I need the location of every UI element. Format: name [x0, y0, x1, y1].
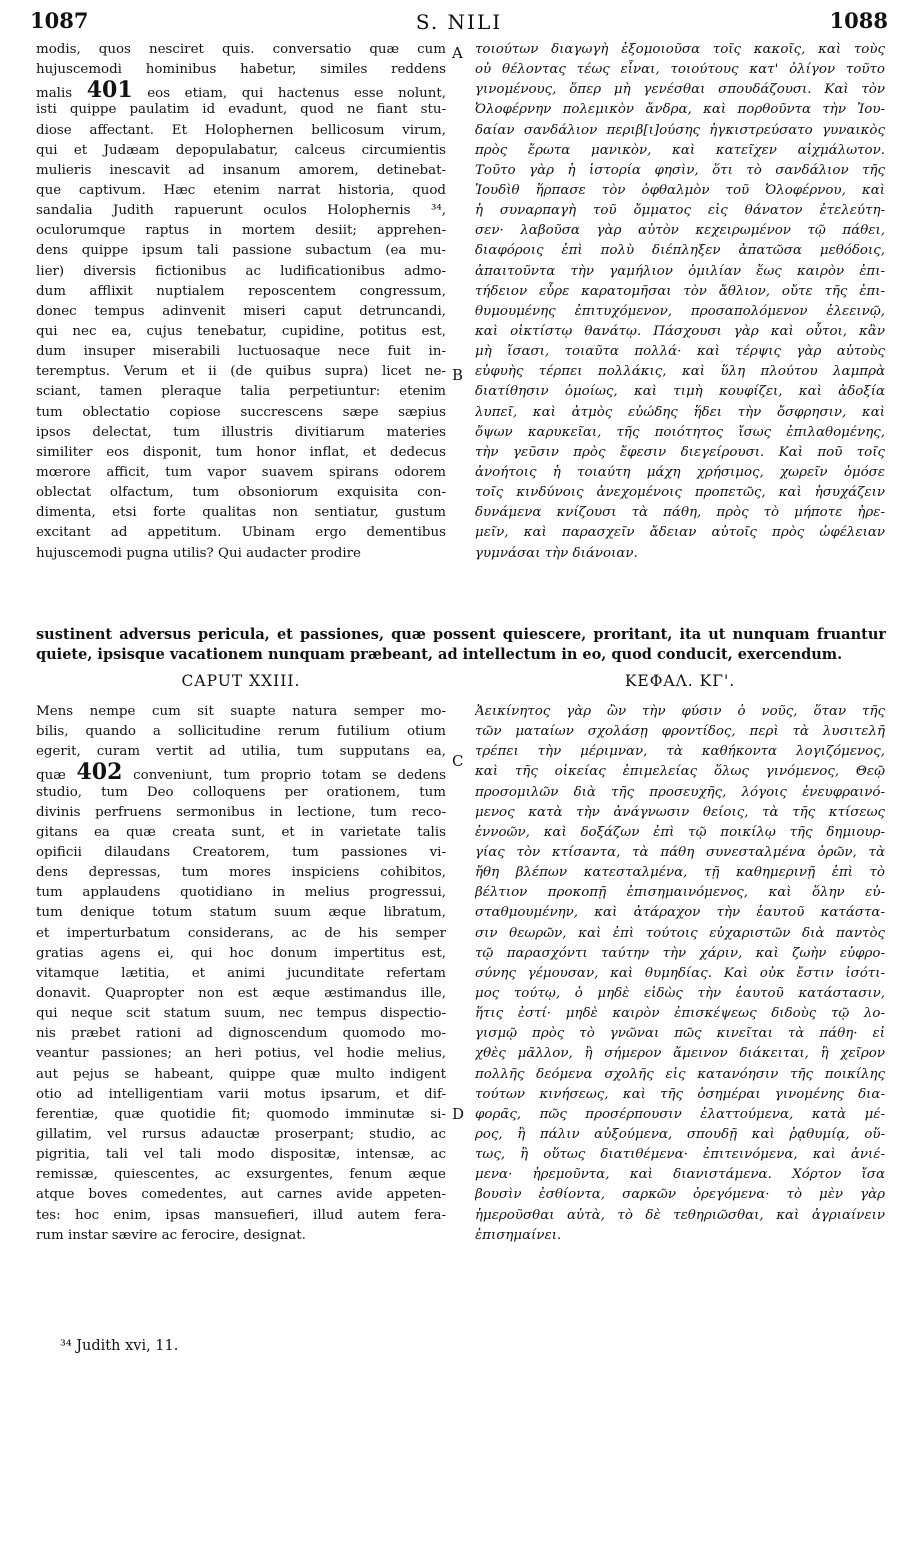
text-line: mœrore afficit, tum vapor suavem spirans odorem [36, 464, 446, 480]
text-line: φορᾶς, πῶς προσέρπουσιν ἐλαττούμενα, κατὰ μέ- [475, 1106, 885, 1122]
text-line: ἥτις ἐστί· μηδὲ καιρὸν ἐπισκέψεως διδοὺς τῷ λο- [475, 1006, 885, 1022]
text-line: studio, tum Deo colloquens per orationem, tum [36, 784, 446, 800]
text-line: θυμουμένης ἐπιτυχόμενον, προσαπολόμενον ἐλεεινῷ, [475, 303, 885, 319]
margin-letter-c: C [452, 752, 464, 770]
text-line: sustinent adversus pericula, et passiones, quæ possent quiescere, proritant, ita ut nunquam fruantur [36, 626, 886, 643]
chapter-heading-latin: CAPUT XXIII. [181, 672, 301, 690]
text-line: teremptus. Verum et ii (de quibus supra) licet ne- [36, 364, 446, 380]
text-line: βουσὶν ἐσθίοντα, σαρκῶν ὀρεγόμενα· τὸ μὲν γὰρ [475, 1187, 885, 1203]
greek-column-top [475, 40, 885, 564]
text-line: sandalia Judith rapuerunt oculos Holophernis ³⁴, [36, 203, 446, 219]
text-line: gillatim, vel rursus adauctæ proserpant; studio, ac [36, 1126, 446, 1142]
text-line: gratias agens ei, qui hoc donum impertitus est, [36, 945, 446, 961]
text-line: gitans ea quæ creata sunt, et in varietate talis [36, 824, 446, 840]
text-line: πρὸς ἔρωτα μανικὸν, καὶ κατεῖχεν αἰχμάλωτον. [475, 142, 885, 158]
column-reference-number: 401 [86, 80, 133, 101]
column-reference-number: 402 [76, 762, 123, 783]
text-line: otio ad intelligentiam varii motus ipsarum, et dif- [36, 1086, 446, 1102]
text-line: ἡμεροῦσθαι αὐτὰ, τὸ δὲ τεθηριῶσθαι, καὶ ἀγριαίνειν [475, 1207, 885, 1223]
margin-letter-d: D [452, 1105, 465, 1123]
text-line: vitamque lætitia, et animi jucunditate refertam [36, 965, 446, 981]
text-line: excitant ad appetitum. Ubinam ergo dementibus [36, 525, 446, 541]
text-line: σιν θεωρῶν, καὶ ἐπὶ τούτοις εὐχαριστῶν διὰ παντὸς [475, 925, 885, 941]
text-line: γυμνάσαι τὴν διάνοιαν. [475, 545, 638, 561]
text-line: Ὀλοφέρνην πολεμικὸν ἄνδρα, καὶ πορθοῦντα τὴν Ἰου- [475, 102, 885, 118]
text-line: τοῖς κινδύνοις ἀνεχομένοις προπετῶς, καὶ ἡσυχάζειν [475, 485, 885, 501]
text-line: τρέπει τὴν μέριμναν, τὰ καθήκοντα λογιζόμενος, [475, 744, 885, 760]
text-line: τήδειον εὗρε καρατομῆσαι τὸν ἄθλιον, οὔτε τῆς ἐπι- [475, 283, 885, 299]
text-line: ἀπαιτοῦντα τὴν γαμήλιον ὁμιλίαν ἕως καιρὸν ἐπι- [475, 263, 885, 279]
text-line: δαίαν σανδάλιον περιβ[ι]ούσης ἠγκιστρεύσατο γυναικὸς [475, 122, 885, 138]
page-number-right: 1088 [829, 8, 888, 33]
text-line: isti quippe paulatim id evadunt, quod ne fiant stu- [36, 102, 446, 118]
text-line: γινομένους, ὅπερ μὴ γενέσθαι σπουδάζουσι. Καὶ τὸν [475, 82, 885, 98]
latin-column-bottom [36, 702, 446, 1246]
text-line: dum afflixit nuptialem reposcentem congressum, [36, 283, 446, 299]
margin-letter-a: A [452, 44, 463, 62]
text-line: δυνάμενα κνίζουσι τὰ πάθη, πρὸς τὸ μήποτε ἠρε- [475, 505, 885, 521]
chapter-heading-greek: ΚΕΦΑΛ. ΚΓ'. [624, 672, 736, 690]
text-line: οὐ θέλοντας τέως εἶναι, τοιούτους κατ' ὀλίγον τοῦτο [475, 62, 885, 78]
text-line: εὐφυὴς τέρπει πολλάκις, καὶ ὕλη πλούτου λαμπρὰ [475, 364, 885, 380]
text-line: Ἰουδὶθ ἥρπασε τὸν ὀφθαλμὸν τοῦ Ὀλοφέρνου, καὶ [475, 182, 885, 198]
text-line: σεν· λαβοῦσα γὰρ αὐτὸν κεχειρωμένον τῷ πάθει, [475, 223, 885, 239]
text-line: tum oblectatio copiose succrescens sæpe sæpius [36, 404, 446, 420]
footnote: ³⁴ Judith xvi, 11. [60, 1338, 179, 1354]
text-line: donec tempus adinvenit miseri caput detruncandi, [36, 303, 446, 319]
text-line: Mens nempe cum sit suapte natura semper mo- [36, 704, 446, 719]
text-line: ὄψων καρυκεῖαι, τῆς ποιότητος ἴσως ἐπιλαθομένης, [475, 424, 885, 440]
text-line: atque boves comedentes, aut carnes avide appeten- [36, 1187, 446, 1203]
text-line: καὶ οἰκτίστῳ θανάτῳ. Πάσχουσι γὰρ καὶ οὗτοι, κἂν [475, 323, 885, 339]
text-line: quiete, ipsisque vacationem nunquam præbeant, ad intellectum in eo, quod conducit, exercendum. [36, 646, 843, 664]
text-line: modis, quos nesciret quis. conversatio quæ cum [36, 42, 446, 57]
text-line: diose affectant. Et Holophernen bellicosum virum, [36, 122, 446, 138]
page-header [30, 8, 888, 40]
text-line: μεῖν, καὶ παρασχεῖν ἄδειαν αὐτοῖς πρὸς ὠφέλειαν [475, 525, 885, 541]
text-line: σταθμουμένην, καὶ ἀτάραχον τὴν ἑαυτοῦ κατάστα- [475, 905, 885, 921]
text-line: ἤθη βλέπων κατεσταλμένα, τῇ καθημερινῇ ἐπὶ τὸ [475, 865, 885, 881]
text-line: λυπεῖ, καὶ ἀτμὸς εὐώδης ἥδει τὴν ὄσφρησιν, καὶ [475, 404, 885, 420]
text-line: tum denique totum statum suum æque libratum, [36, 905, 446, 921]
text-line: dimenta, etsi forte qualitas non sentiatur, gustum [36, 505, 446, 521]
text-line: qui nec ea, cujus tenebatur, cupidine, potitus est, [36, 323, 446, 339]
text-line: oculorumque raptus in mortem desiit; apprehen- [36, 223, 446, 239]
text-line: et imperturbatum considerans, ac de his semper [36, 925, 446, 941]
full-width-text [36, 624, 886, 664]
text-line: veantur passiones; an heri potius, vel hodie melius, [36, 1046, 446, 1062]
text-line: τως, ἢ οὕτως διατιθέμενα· ἐπιτεινόμενα, καὶ ἀνιέ- [475, 1147, 885, 1163]
text-line: sciant, tamen pleraque talia perpetiuntur: etenim [36, 384, 446, 400]
text-line: προσομιλῶν διὰ τῆς προσευχῆς, λόγοις ἐνευφραινό- [475, 784, 885, 800]
text-line: quæ 402 conveniunt, tum proprio totam se dedens [36, 762, 446, 783]
text-line: mulieris inescavit ad insanum amorem, detinebat- [36, 162, 446, 178]
text-line: ipsos delectat, tum illustris divitiarum materies [36, 424, 446, 440]
text-line: καὶ τῆς οἰκείας ἐπιμελείας ὅλως γινόμενος, Θεῷ [475, 764, 885, 780]
text-line: βέλτιον προκοπῇ ἐπισημαινόμενος, καὶ ὅλην εὐ- [475, 885, 885, 901]
text-line: dens depressas, tum mores inspiciens cohibitos, [36, 865, 446, 881]
text-line: hujuscemodi pugna utilis? Qui audacter prodire [36, 545, 361, 561]
text-line: aut pejus se habeant, quippe quæ multo indigent [36, 1066, 446, 1082]
text-line: tum applaudens quotidiano in melius progressui, [36, 885, 446, 901]
text-line: bilis, quando a sollicitudine rerum futilium otium [36, 724, 446, 740]
text-line: rum instar sævire ac ferocire, designat. [36, 1227, 306, 1243]
text-line: Τοῦτο γὰρ ἡ ἱστορία φησὶν, ὅτι τὸ σανδάλιον τῆς [475, 162, 885, 178]
margin-letter-b: B [452, 366, 464, 384]
text-line: ἡ συναρπαγὴ τοῦ ὄμματος εἰς θάνατον ἐτελεύτη- [475, 203, 885, 219]
text-line: pigritia, tali vel tali modo dispositæ, intensæ, ac [36, 1147, 446, 1163]
text-line: divinis perfruens sermonibus in lectione, tum reco- [36, 804, 446, 820]
text-line: egerit, curam vertit ad utilia, tum supputans ea, [36, 744, 446, 760]
text-line: μὴ ἴσασι, τοιαῦτα πολλά· καὶ τέρψις γὰρ αὐτοὺς [475, 344, 885, 360]
text-line: διαφόροις ἐπὶ πολὺ διέπληξεν ἀπατῶσα μεθόδοις, [475, 243, 885, 259]
text-line: remissæ, quiescentes, ac exsurgentes, fenum æque [36, 1167, 446, 1183]
text-line: τῷ παρασχόντι ταύτην τὴν χάριν, καὶ ζωὴν εὐφρο- [475, 945, 885, 961]
text-line: μενος κατὰ τὴν ἀνάγνωσιν θείοις, τὰ τῆς κτίσεως [475, 804, 885, 820]
text-line: malis 401 eos etiam, qui hactenus esse nolunt, [36, 80, 446, 101]
text-line: similiter eos disponit, tum honor inflat, et dedecus [36, 444, 446, 460]
running-title: S. NILI [415, 10, 503, 34]
text-line: dens quippe ipsum tali passione subactum (ea mu- [36, 243, 446, 259]
text-line: ἀνοήτοις ἡ τοιαύτη μάχη χρήσιμος, χωρεῖν ὁμόσε [475, 464, 885, 480]
text-line: que captivum. Hæc etenim narrat historia, quod [36, 182, 446, 198]
text-line: πολλῆς δεόμενα σχολῆς εἰς κατανόησιν τῆς ποικίλης [475, 1066, 885, 1082]
text-line: tes: hoc enim, ipsas mansuefieri, illud autem fera- [36, 1207, 446, 1223]
text-line: τῶν ματαίων σχολάσῃ φροντίδος, περὶ τὰ λυσιτελῆ [475, 724, 885, 740]
text-line: nis præbet rationi ad dignoscendum quomodo mo- [36, 1026, 446, 1042]
text-line: γισμῷ πρὸς τὸ γνῶναι πῶς κινεῖται τὰ πάθη· εἰ [475, 1026, 885, 1042]
text-line: μενα· ἠρεμοῦντα, καὶ διανιστάμενα. Χόρτον ἴσα [475, 1167, 885, 1183]
text-line: διατίθησιν ὁμοίως, καὶ τιμὴ κουφίζει, καὶ ἀδοξία [475, 384, 885, 400]
text-line: σύνης γέμουσαν, καὶ θυμηδίας. Καὶ οὐκ ἔστιν ἰσότι- [475, 965, 885, 981]
greek-column-bottom [475, 702, 885, 1246]
text-line: Ἀεικίνητος γὰρ ὢν τὴν φύσιν ὁ νοῦς, ὅταν τῆς [475, 704, 885, 719]
page-number-left: 1087 [30, 8, 89, 33]
text-line: qui et Judæam depopulabatur, calceus circumientis [36, 142, 446, 158]
text-line: dum insuper miserabili luctuosaque nece fuit in- [36, 344, 446, 360]
text-line: μος τούτῳ, ὁ μηδὲ εἰδὼς τὴν ἑαυτοῦ κατάστασιν, [475, 985, 885, 1001]
text-line: oblectat olfactum, tum obsoniorum exquisita con- [36, 485, 446, 501]
text-line: ἐννοῶν, καὶ δοξάζων ἐπὶ τῷ ποικίλῳ τῆς δημιουρ- [475, 824, 885, 840]
text-line: χθὲς μᾶλλον, ἢ σήμερον ἄμεινον διάκειται, ἢ χεῖρον [475, 1046, 885, 1062]
text-line: qui neque scit statum suum, nec tempus dispectio- [36, 1006, 446, 1022]
text-line: ἐπισημαίνει. [475, 1227, 562, 1243]
text-line: τὴν γεῦσιν πρὸς ἔφεσιν διεγείρουσι. Καὶ ποῦ τοῖς [475, 444, 885, 460]
text-line: opificii dilaudans Creatorem, tum passiones vi- [36, 844, 446, 860]
text-line: τοιούτων διαγωγὴ ἐξομοιοῦσα τοῖς κακοῖς, καὶ τοὺς [475, 42, 885, 57]
text-line: τούτων κινήσεως, καὶ τῆς ὁσημέραι γινομένης δια- [475, 1086, 885, 1102]
text-line: hujuscemodi hominibus habetur, similes reddens [36, 62, 446, 78]
text-line: γίας τὸν κτίσαντα, τὰ πάθη συνεσταλμένα ὁρῶν, τὰ [475, 844, 885, 860]
text-line: lier) diversis fictionibus ac ludificationibus admo- [36, 263, 446, 279]
text-line: ρος, ἢ πάλιν αὐξούμενα, σπουδῇ καὶ ῥᾳθυμίᾳ, οὕ- [475, 1126, 885, 1142]
text-line: ferentiæ, quæ quotidie fit; quomodo imminutæ si- [36, 1106, 446, 1122]
latin-column-top [36, 40, 446, 564]
text-line: donavit. Quapropter non est æque æstimandus ille, [36, 985, 446, 1001]
